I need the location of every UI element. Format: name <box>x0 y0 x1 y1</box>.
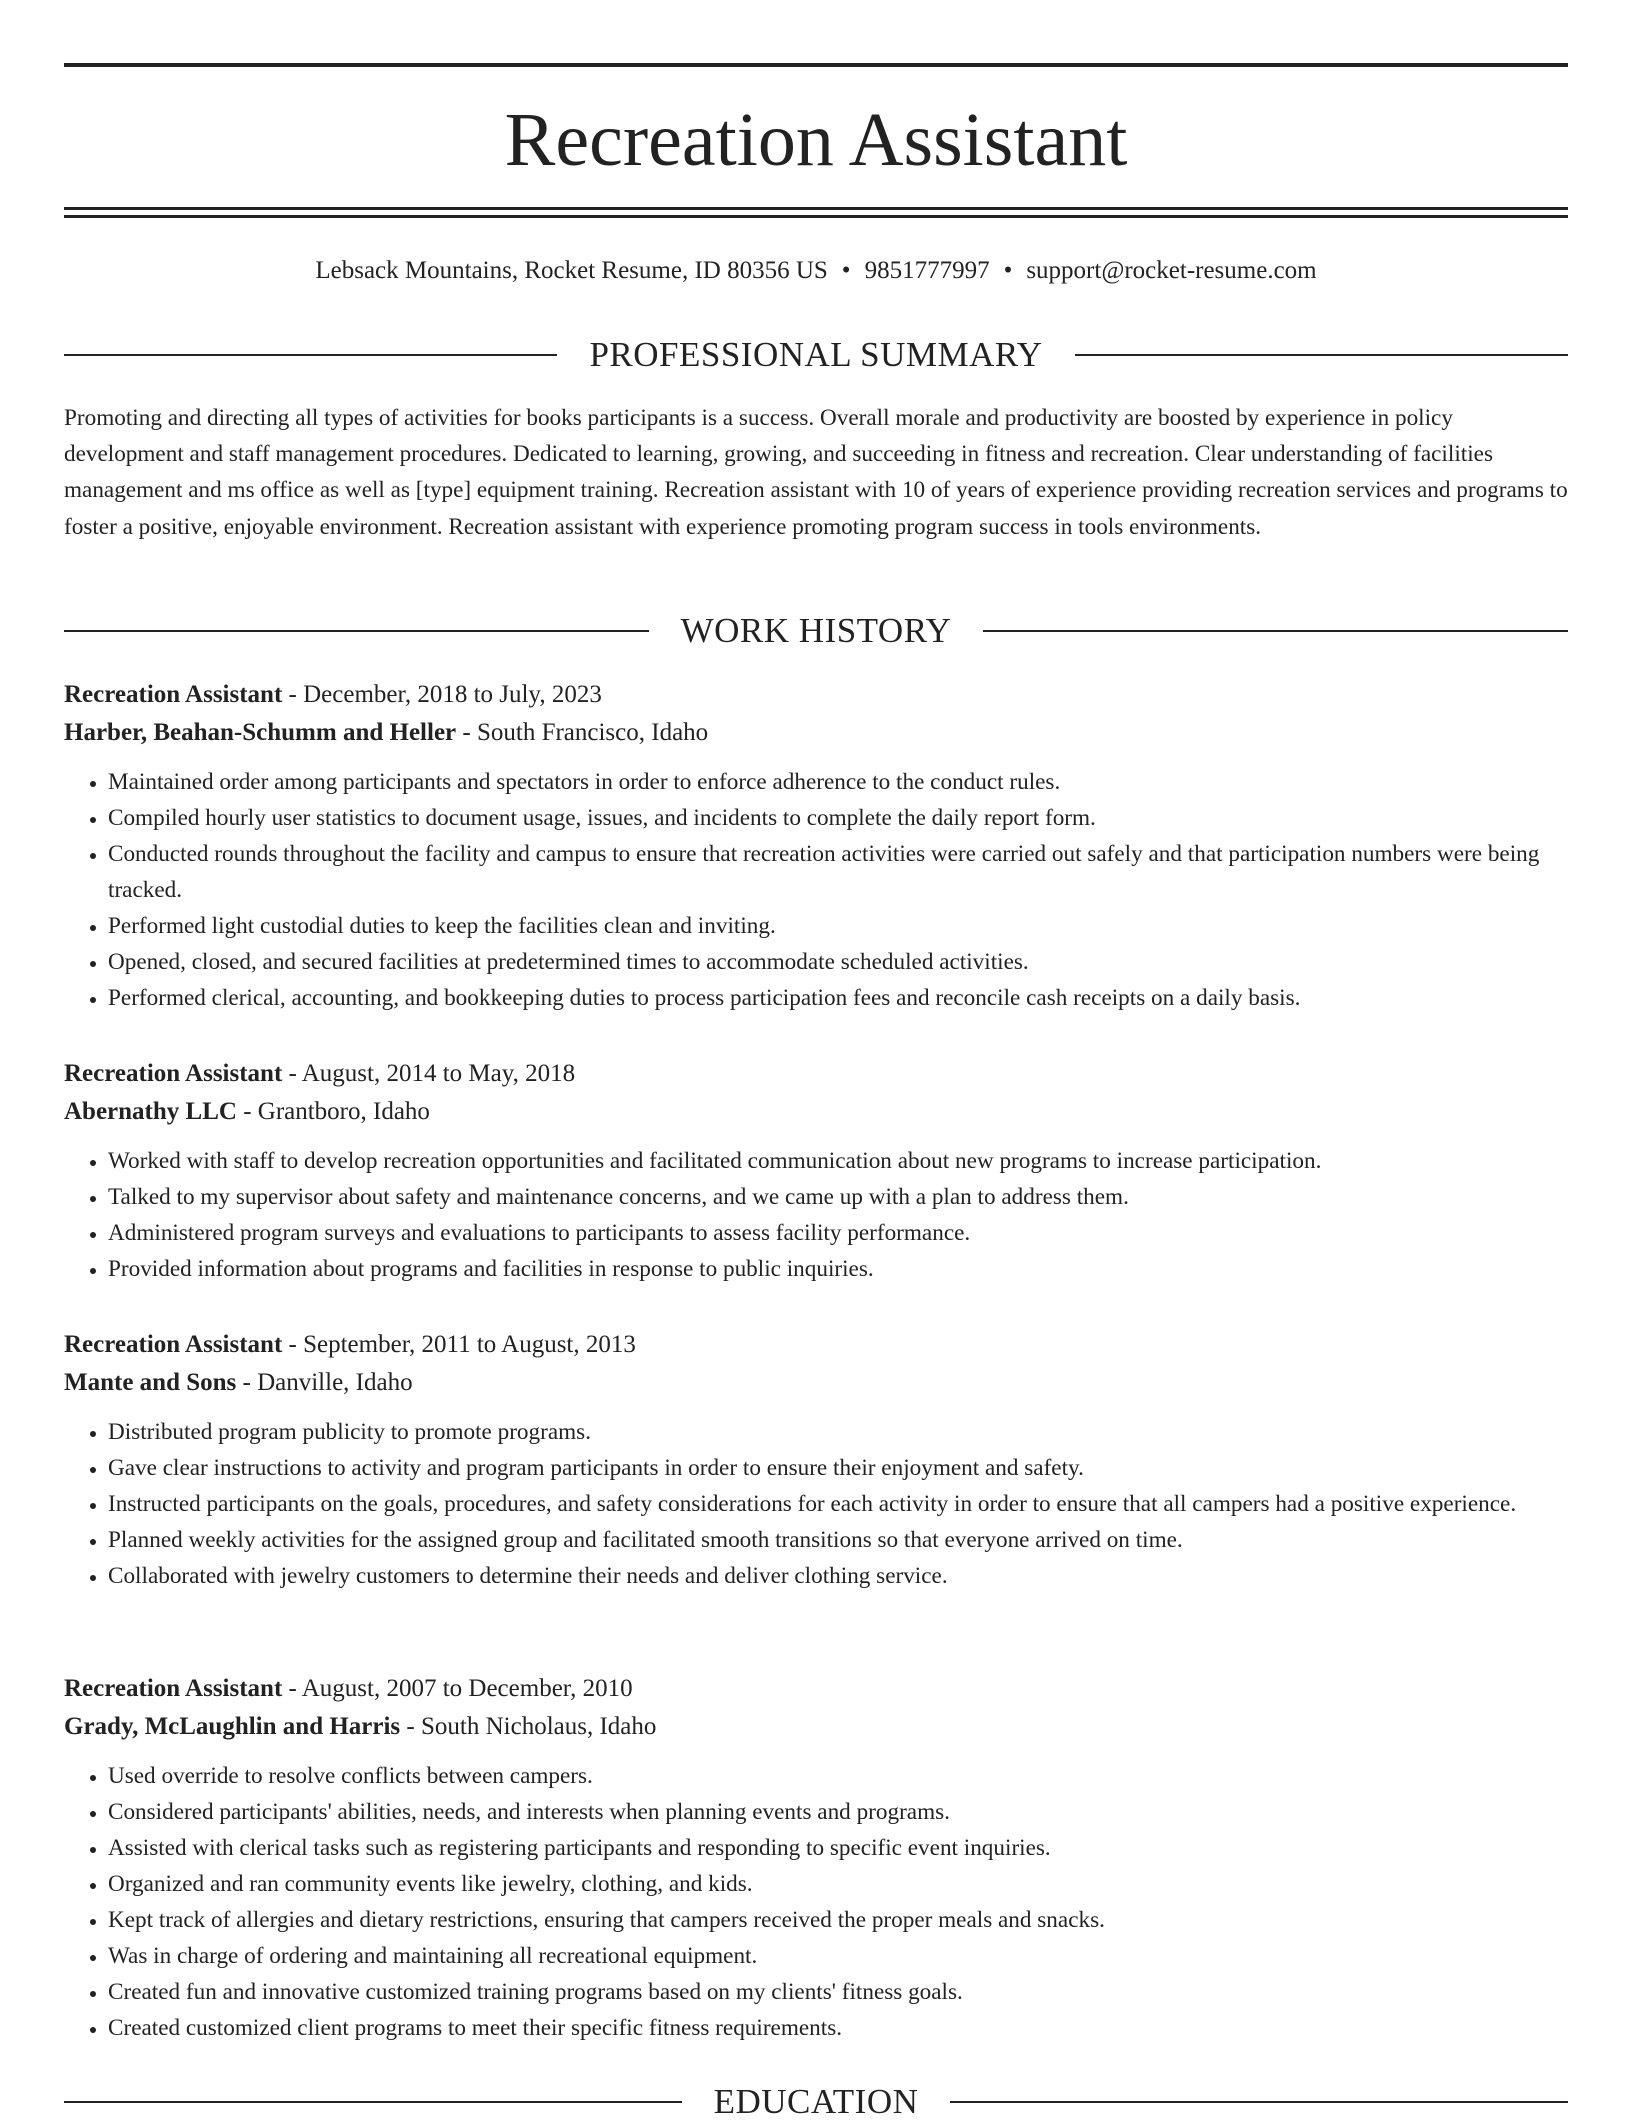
section-title: PROFESSIONAL SUMMARY <box>589 335 1043 374</box>
job-bullet: • Performed clerical, accounting, and bookkeeping duties to process participation fees and reconcile cash receipts on a daily basis. <box>108 980 1568 1016</box>
job-title: Recreation Assistant <box>64 1675 283 1702</box>
job-dates: - December, 2018 to July, 2023 <box>282 681 602 708</box>
job-bullet: • Administered program surveys and evaluations to participants to assess facility performance. <box>108 1215 1568 1251</box>
section-heading-work-history <box>64 609 1568 653</box>
summary-text: Promoting and directing all types of activities for books participants is a success. Overall morale and productivity are boosted by experience in policy development and staff management procedures. Dedicated to learning, growing, and succeeding in fitness and recreation. Clear understanding of facilities management and ms office as well as [type] equipment training. Recreation assistant with 10 of years of experience providing recreation services and programs to foster a positive, enjoyable environment. Recreation assistant with experience promoting program success in tools environments. <box>64 405 1568 540</box>
section-rule-left <box>64 354 557 356</box>
job-bullets <box>64 1758 1568 2046</box>
job-title: Recreation Assistant <box>64 681 283 708</box>
job-company: Grady, McLaughlin and Harris <box>64 1713 401 1740</box>
section-rule-right <box>983 630 1568 632</box>
job-company-line <box>64 714 1568 752</box>
job-company: Harber, Beahan-Schumm and Heller <box>64 719 457 746</box>
section-rule-left <box>64 2101 682 2103</box>
contact-line <box>64 254 1568 288</box>
job-bullet: • Provided information about programs and facilities in response to public inquiries. <box>108 1251 1568 1287</box>
job-dates: - August, 2014 to May, 2018 <box>282 1060 576 1087</box>
job-title-line <box>64 1326 1568 1364</box>
contact-phone: 9851777997 <box>864 257 990 284</box>
job-company: Abernathy LLC <box>64 1098 237 1125</box>
contact-email: support@rocket-resume.com <box>1026 257 1317 284</box>
job-entry <box>64 1670 1568 2046</box>
job-company: Mante and Sons <box>64 1369 237 1396</box>
job-bullet: • Assisted with clerical tasks such as registering participants and responding to specific event inquiries. <box>108 1830 1568 1866</box>
job-bullet: • Performed light custodial duties to keep the facilities clean and inviting. <box>108 908 1568 944</box>
job-location: - Danville, Idaho <box>236 1369 413 1396</box>
job-entry <box>64 1326 1568 1594</box>
job-location: - South Nicholaus, Idaho <box>400 1713 657 1740</box>
job-bullet: • Was in charge of ordering and maintaining all recreational equipment. <box>108 1938 1568 1974</box>
resume-name: Recreation Assistant <box>504 98 1128 182</box>
section-rule-right <box>950 2101 1568 2103</box>
header-double-rule <box>64 207 1568 218</box>
job-bullet: • Kept track of allergies and dietary restrictions, ensuring that campers received the proper meals and snacks. <box>108 1902 1568 1938</box>
job-bullet: • Organized and ran community events like jewelry, clothing, and kids. <box>108 1866 1568 1902</box>
job-bullet: • Talked to my supervisor about safety and maintenance concerns, and we came up with a plan to address them. <box>108 1179 1568 1215</box>
section-rule-right <box>1075 354 1568 356</box>
contact-separator: • <box>841 257 851 284</box>
job-bullet: • Considered participants' abilities, needs, and interests when planning events and programs. <box>108 1794 1568 1830</box>
section-title: EDUCATION <box>713 2082 919 2121</box>
job-bullet: • Gave clear instructions to activity and program participants in order to ensure their enjoyment and safety. <box>108 1450 1568 1486</box>
job-bullet: • Distributed program publicity to promote programs. <box>108 1414 1568 1450</box>
job-title-line <box>64 1055 1568 1093</box>
job-bullet: • Created fun and innovative customized training programs based on my clients' fitness goals. <box>108 1974 1568 2010</box>
job-bullet: • Conducted rounds throughout the facility and campus to ensure that recreation activities were carried out safely and that participation numbers were being tracked. <box>108 836 1568 908</box>
section-heading-summary <box>64 333 1568 377</box>
job-bullet: • Instructed participants on the goals, procedures, and safety considerations for each activity in order to ensure that all campers had a positive experience. <box>108 1486 1568 1522</box>
header-top-rule <box>64 63 1568 67</box>
job-company-line <box>64 1364 1568 1402</box>
job-bullets <box>64 1414 1568 1594</box>
job-dates: - August, 2007 to December, 2010 <box>282 1675 633 1702</box>
job-title: Recreation Assistant <box>64 1331 283 1358</box>
job-title-line <box>64 1670 1568 1708</box>
job-bullet: • Worked with staff to develop recreation opportunities and facilitated communication about new programs to increase participation. <box>108 1143 1568 1179</box>
job-bullet: • Created customized client programs to meet their specific fitness requirements. <box>108 2010 1568 2046</box>
job-company-line <box>64 1708 1568 1746</box>
job-bullet: • Used override to resolve conflicts between campers. <box>108 1758 1568 1794</box>
section-heading-education <box>64 2080 1568 2124</box>
job-title: Recreation Assistant <box>64 1060 283 1087</box>
job-bullet: • Maintained order among participants and spectators in order to enforce adherence to the conduct rules. <box>108 764 1568 800</box>
job-title-line <box>64 676 1568 714</box>
job-dates: - September, 2011 to August, 2013 <box>282 1331 636 1358</box>
job-bullet: • Opened, closed, and secured facilities at predetermined times to accommodate scheduled activities. <box>108 944 1568 980</box>
job-bullets <box>64 1143 1568 1287</box>
job-entry <box>64 676 1568 1016</box>
job-location: - Grantboro, Idaho <box>236 1098 430 1125</box>
job-location: - South Francisco, Idaho <box>456 719 709 746</box>
section-rule-left <box>64 630 649 632</box>
contact-separator: • <box>1003 257 1013 284</box>
job-bullet: • Compiled hourly user statistics to document usage, issues, and incidents to complete the daily report form. <box>108 800 1568 836</box>
contact-address: Lebsack Mountains, Rocket Resume, ID 80356 US <box>315 257 828 284</box>
section-title: WORK HISTORY <box>680 611 952 650</box>
job-bullets <box>64 764 1568 1016</box>
job-bullet: • Planned weekly activities for the assigned group and facilitated smooth transitions so that everyone arrived on time. <box>108 1522 1568 1558</box>
job-company-line <box>64 1093 1568 1131</box>
job-entry <box>64 1055 1568 1287</box>
job-bullet: • Collaborated with jewelry customers to determine their needs and deliver clothing service. <box>108 1558 1568 1594</box>
